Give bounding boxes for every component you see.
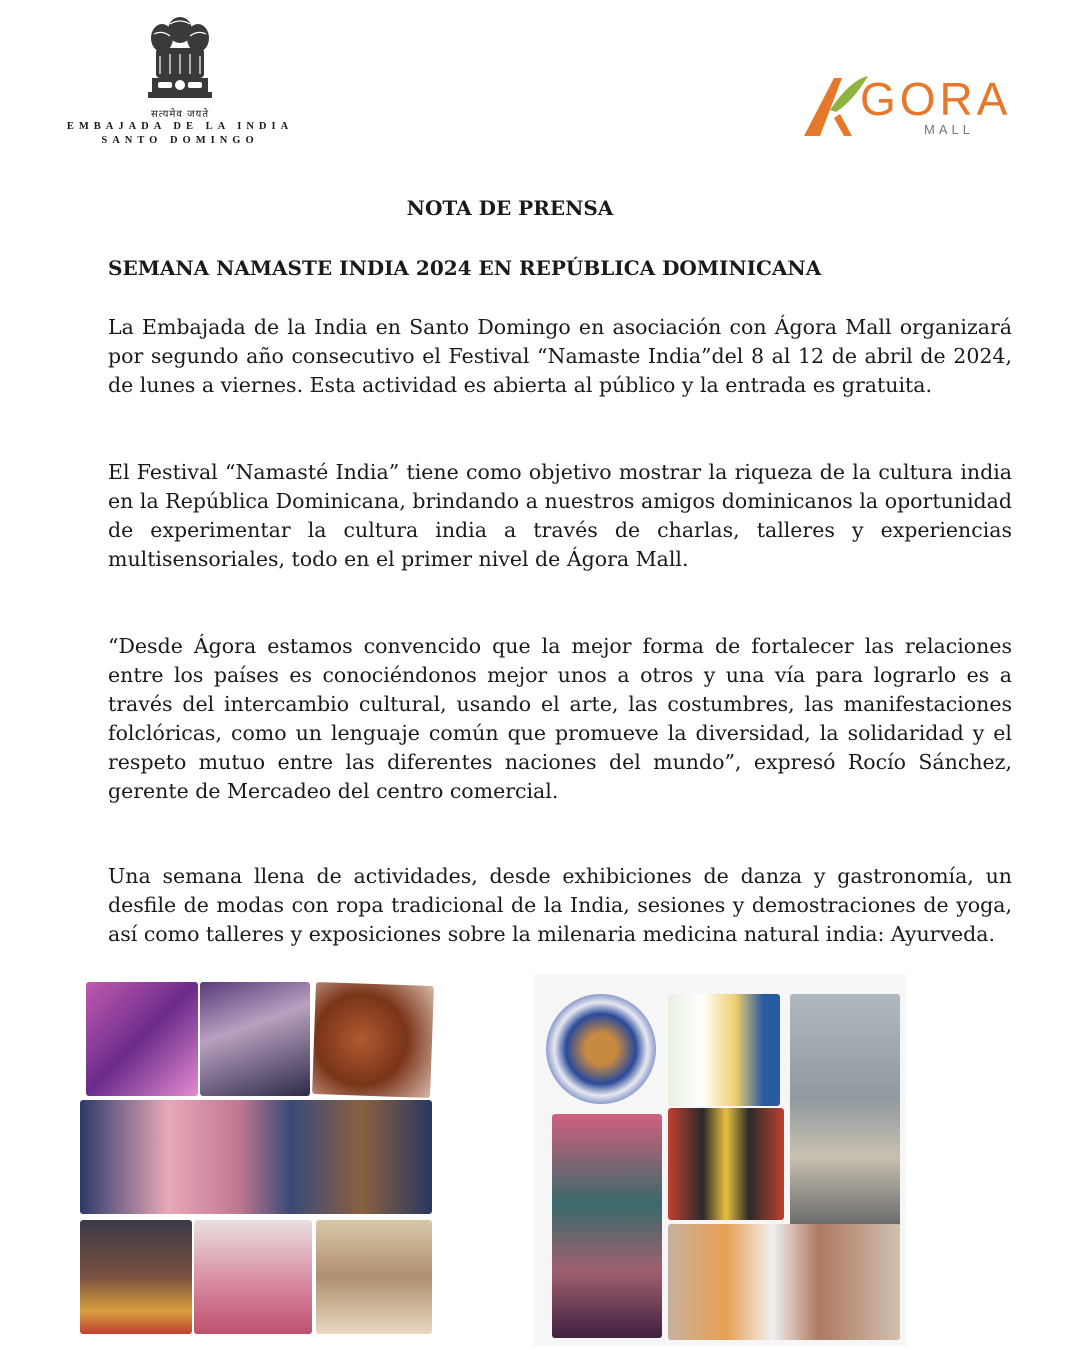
paragraph-2: El Festival “Namasté India” tiene como objetivo mostrar la riqueza de la cultura india en la República Dominicana, brindando a nuestros amigos dominicanos la oportunidad de experimentar la cultura india a través de charlas, talleres y experiencias multisensoriales, todo en el primer nivel de Ágora Mall. [108, 460, 1012, 571]
ayurveda-products-photo-icon [668, 994, 780, 1106]
logo-sub: MALL [924, 122, 974, 137]
saree-model-photo-icon [552, 1114, 662, 1338]
crowd-photo-icon [668, 1224, 900, 1340]
agora-mall-logo [800, 70, 1040, 150]
dance-photo-icon [86, 982, 198, 1096]
paragraph-4: Una semana llena de actividades, desde exhibiciones de danza y gastronomía, un desfile de modas con ropa tradicional de la India, sesiones y demostraciones de yoga, así como talleres y exposiciones sobre la milenaria medicina natural india: Ayurveda. [108, 864, 1012, 946]
paragraph-3: “Desde Ágora estamos convencido que la mejor forma de fortalecer las relaciones entre los países es conociéndonos mejor unos a otros y una vía para lograrlo es a través del intercambio cultural, usando el arte, las costumbres, las manifestaciones folclóricas, como un lenguaje común que promueve la diversidad, la solidaridad y el respeto mutuo entre las diferentes naciones del mundo”, expresó Rocío Sánchez, gerente de Mercadeo del centro comercial. [108, 634, 1012, 803]
stall-photo-icon [80, 1220, 192, 1334]
left-photo-collage [78, 980, 434, 1336]
music-performance-photo-icon [80, 1100, 432, 1214]
document-title: NOTA DE PRENSA [406, 196, 614, 220]
document-subtitle: SEMANA NAMASTE INDIA 2024 EN REPÚBLICA DOMINICANA [108, 256, 822, 280]
cooking-photo-icon [316, 1220, 432, 1334]
logo-word: GORA [860, 73, 1012, 125]
right-photo-collage [534, 974, 906, 1346]
embassy-name: EMBAJADA DE LA INDIA [66, 121, 294, 132]
embassy-header [60, 8, 300, 148]
dancer-photo-icon [194, 1220, 312, 1334]
deities-photo-icon [668, 1108, 784, 1220]
mandala-dance-photo-icon [546, 994, 656, 1104]
ashoka-lion-emblem-icon [130, 8, 230, 108]
henna-photo-icon [312, 982, 434, 1098]
embassy-city: SANTO DOMINGO [101, 135, 259, 146]
motto-text: सत्यमेव जयते [150, 109, 210, 120]
fashion-photo-icon [200, 982, 310, 1096]
paragraph-1: La Embajada de la India en Santo Domingo en asociación con Ágora Mall organizará por segundo año consecutivo el Festival “Namaste India”del 8 al 12 de abril de 2024, de lunes a viernes. Esta actividad es abierta al público y la entrada es gratuita. [108, 315, 1012, 397]
yoga-photo-icon [790, 994, 900, 1226]
